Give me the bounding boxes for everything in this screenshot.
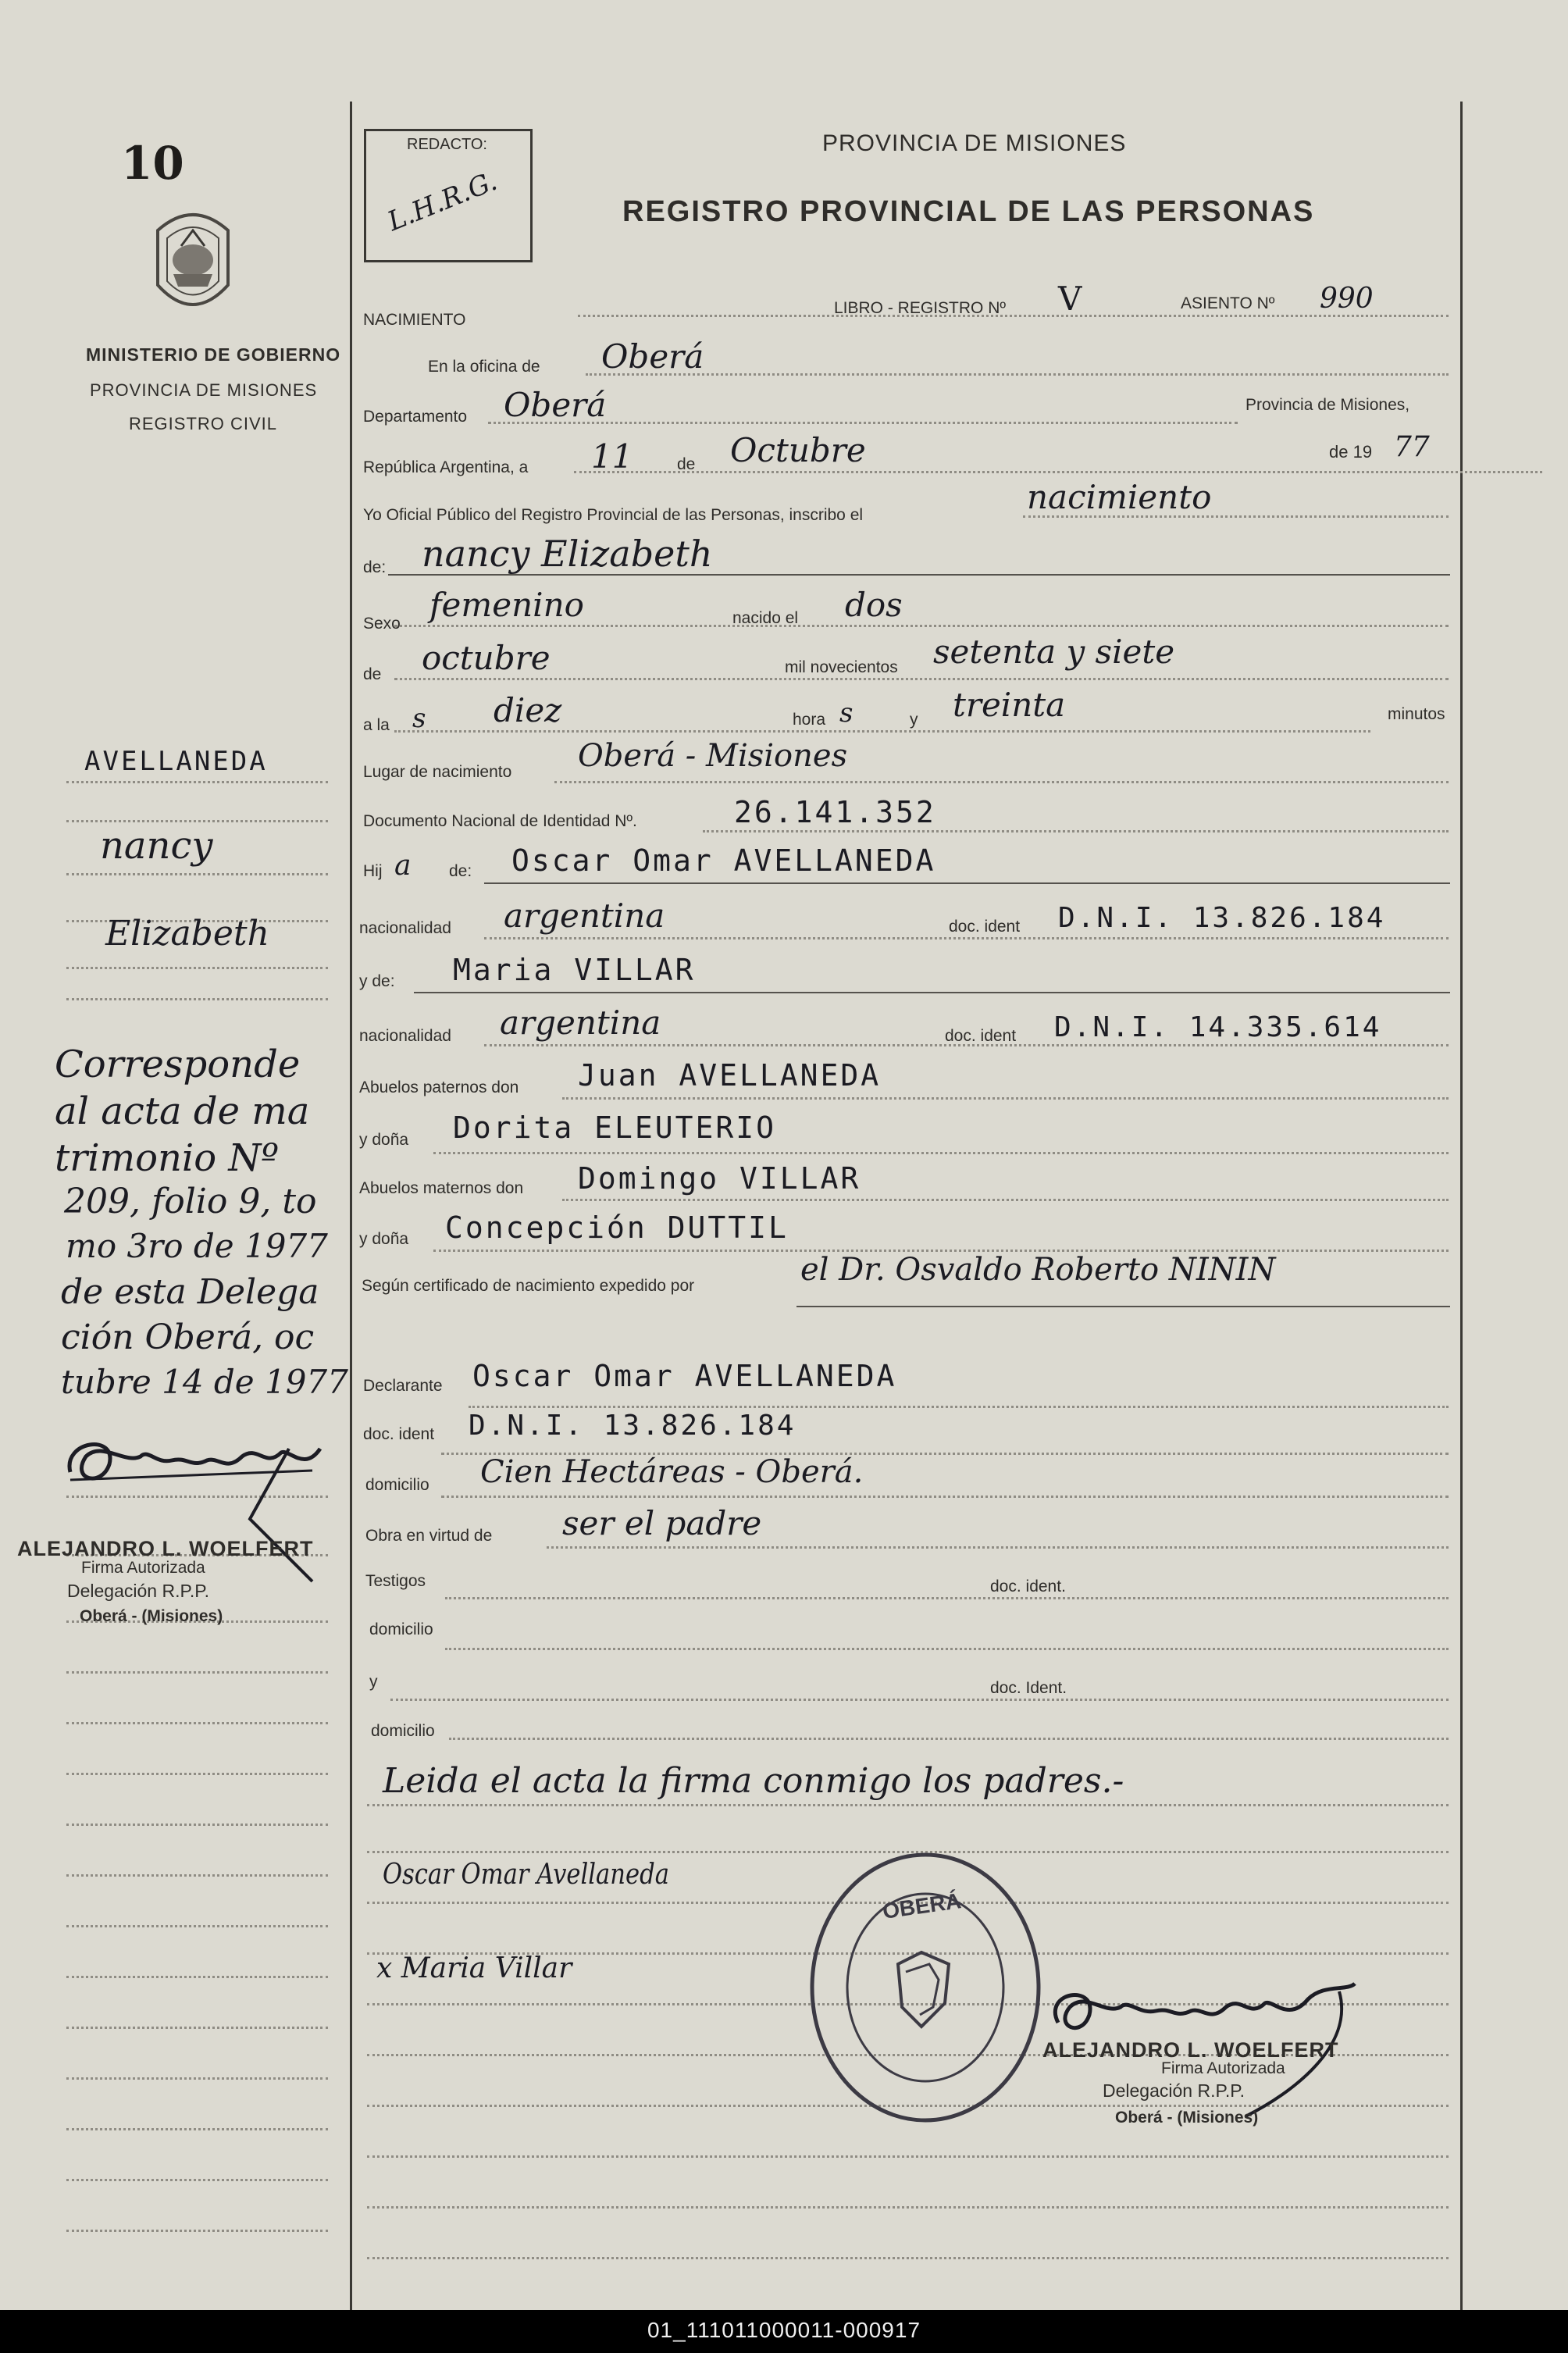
form-line: [703, 830, 1449, 832]
right-stamp-line3: Oberá - (Misiones): [1115, 2109, 1259, 2127]
libro-label: LIBRO - REGISTRO Nº: [834, 299, 1007, 317]
margin-line: [66, 967, 328, 969]
margin-line: [66, 873, 328, 875]
redacto-value: L.H.R.G.: [383, 165, 502, 238]
form-line: [449, 1738, 1449, 1740]
margin-note-line: mo 3ro de 1977: [66, 1227, 328, 1265]
sexo-value: femenino: [429, 586, 584, 624]
hora-handwritten: s: [839, 697, 853, 729]
domicilio-3-label: domicilio: [371, 1722, 435, 1740]
provincia-label: Provincia de Misiones,: [1245, 396, 1410, 414]
form-line: [469, 1406, 1449, 1408]
domicilio-label: domicilio: [365, 1476, 429, 1494]
declarante-doc-label: doc. ident: [363, 1425, 435, 1443]
footer-bar: [0, 2310, 1568, 2353]
abuelos-maternos-label: Abuelos maternos don: [359, 1179, 524, 1197]
left-column-rule: [350, 102, 352, 2312]
record-type-label: NACIMIENTO: [363, 311, 466, 329]
margin-line: [66, 1773, 328, 1775]
margin-line: [66, 1671, 328, 1674]
form-line: [390, 1699, 1449, 1701]
nacido-label: nacido el: [732, 609, 799, 627]
mother-value: Maria VILLAR: [453, 953, 696, 987]
father-signature: Oscar Omar Avellaneda: [383, 1859, 669, 1891]
y-label: y: [910, 711, 918, 729]
departamento-label: Departamento: [363, 408, 468, 426]
page-number: 10: [121, 137, 184, 190]
hij-handwritten: a: [394, 850, 412, 882]
dni-value: 26.141.352: [734, 795, 936, 829]
asiento-label: ASIENTO Nº: [1181, 294, 1275, 312]
form-line: [394, 678, 1449, 680]
y2-label: y: [369, 1673, 378, 1691]
form-line: [562, 1199, 1449, 1201]
minutos-label: minutos: [1388, 705, 1445, 723]
abuelos-paternos-value: Juan AVELLANEDA: [578, 1058, 882, 1093]
ministry-label: MINISTERIO DE GOBIERNO: [86, 344, 341, 365]
obra-label: Obra en virtud de: [365, 1527, 493, 1545]
asiento-value: 990: [1320, 283, 1374, 315]
departamento-value: Oberá: [504, 386, 607, 424]
form-line: [441, 1496, 1449, 1498]
margin-note-line: 209, folio 9, to: [64, 1182, 317, 1221]
right-column-rule: [1460, 102, 1463, 2312]
margin-line: [66, 2128, 328, 2130]
testigos-label: Testigos: [365, 1572, 426, 1590]
margin-line: [66, 1824, 328, 1826]
left-stamp-line2: Delegación R.P.P.: [67, 1581, 210, 1601]
margin-line: [66, 2230, 328, 2232]
sexo-label: Sexo: [363, 615, 401, 633]
day-value: 11: [591, 437, 633, 476]
header-province: PROVINCIA DE MISIONES: [822, 130, 1127, 156]
hij-label: Hij: [363, 862, 383, 880]
form-line: [394, 625, 1449, 627]
oficina-value: Oberá: [601, 337, 704, 376]
dni-label: Documento Nacional de Identidad Nº.: [363, 812, 637, 830]
form-line: [445, 1648, 1449, 1650]
y2-doc-label: doc. Ident.: [990, 1679, 1067, 1697]
oficina-label: En la oficina de: [428, 358, 540, 376]
right-stamp-name: ALEJANDRO L. WOELFERT: [1042, 2038, 1339, 2062]
de2-label: de: [363, 665, 382, 683]
alas-handwritten: s: [412, 703, 426, 734]
margin-name-1: nancy: [100, 824, 213, 868]
oficial-label: Yo Oficial Público del Registro Provincial de las Personas, inscribo el: [363, 506, 864, 524]
province-label: PROVINCIA DE MISIONES: [90, 380, 318, 400]
form-line: [367, 2206, 1449, 2209]
margin-note-line: trimonio Nº: [55, 1136, 279, 1180]
margin-line: [66, 1874, 328, 1877]
form-line: [367, 2257, 1449, 2259]
right-stamp-line2: Delegación R.P.P.: [1103, 2080, 1245, 2101]
abuela-paterna-label: y doña: [359, 1131, 409, 1149]
abuela-paterna-value: Dorita ELEUTERIO: [453, 1111, 777, 1145]
form-line: [484, 937, 1449, 939]
lugar-label: Lugar de nacimiento: [363, 763, 512, 781]
nacionalidad-2-value: argentina: [500, 1004, 661, 1042]
margin-name-2: Elizabeth: [105, 914, 269, 954]
provincial-crest-icon: [150, 199, 236, 324]
obra-value: ser el padre: [562, 1504, 762, 1542]
libro-value: V: [1058, 280, 1082, 318]
form-line: [433, 1152, 1449, 1154]
margin-surname: AVELLANEDA: [84, 746, 268, 777]
form-line: [367, 1804, 1449, 1806]
redacto-label: REDACTO:: [407, 136, 487, 153]
mil-value: setenta y siete: [933, 633, 1175, 671]
redacto-box: [364, 129, 533, 262]
declarante-label: Declarante: [363, 1377, 443, 1395]
docid-1-label: doc. ident: [949, 918, 1021, 936]
hora-value: diez: [494, 691, 562, 729]
margin-note: [55, 1043, 348, 1408]
margin-line: [66, 998, 328, 1000]
margin-line: [66, 781, 328, 783]
margin-line: [66, 2077, 328, 2080]
mil-label: mil novecientos: [785, 658, 898, 676]
year-value: 77: [1394, 431, 1430, 463]
form-line: [414, 992, 1450, 993]
form-line: [547, 1546, 1449, 1549]
abuelos-paternos-label: Abuelos paternos don: [359, 1078, 519, 1096]
month2-value: octubre: [422, 639, 551, 677]
nacionalidad-1-label: nacionalidad: [359, 919, 451, 937]
abuela-materna-label: y doña: [359, 1230, 409, 1248]
form-line: [394, 730, 1370, 733]
hora-label: hora: [793, 711, 826, 729]
docid-2-value: D.N.I. 14.335.614: [1054, 1011, 1382, 1043]
form-line: [562, 1097, 1449, 1100]
inscribo-value: nacimiento: [1027, 478, 1212, 516]
closing-text: Leida el acta la firma conmigo los padres.-: [383, 1761, 1124, 1801]
name-value: nancy Elizabeth: [422, 533, 713, 575]
form-line: [578, 315, 1449, 317]
form-line: [574, 471, 1542, 473]
round-seal-icon: [804, 1847, 1046, 2128]
margin-line: [66, 2027, 328, 2029]
domicilio-value: Cien Hectáreas - Oberá.: [480, 1454, 864, 1490]
right-stamp-line1: Firma Autorizada: [1161, 2059, 1285, 2077]
left-stamp-name: ALEJANDRO L. WOELFERT: [17, 1537, 314, 1560]
round-seal-center-text: OBERÁ: [881, 1888, 963, 1923]
margin-line: [66, 1976, 328, 1978]
year-label: de 19: [1329, 442, 1373, 462]
form-line: [554, 781, 1449, 783]
margin-note-line: de esta Delega: [61, 1272, 319, 1312]
form-line: [586, 373, 1449, 376]
nacionalidad-1-value: argentina: [504, 897, 665, 935]
lugar-value: Oberá - Misiones: [578, 738, 848, 774]
registry-label: REGISTRO CIVIL: [129, 414, 278, 433]
margin-line: [66, 2179, 328, 2181]
form-line: [484, 882, 1450, 884]
de-name-label: de:: [363, 558, 387, 576]
de-label: de: [677, 455, 696, 473]
margin-note-line: tubre 14 de 1977: [61, 1363, 348, 1401]
docid-2-label: doc. ident: [945, 1027, 1017, 1045]
domicilio-2-label: domicilio: [369, 1620, 433, 1638]
hij-de-label: de:: [449, 862, 472, 880]
testigos-doc-label: doc. ident.: [990, 1578, 1066, 1595]
mother-signature: x Maria Villar: [376, 1952, 572, 1984]
nacionalidad-2-label: nacionalidad: [359, 1027, 451, 1045]
form-line: [796, 1306, 1450, 1307]
nacido-value: dos: [845, 586, 903, 624]
margin-note-line: ción Oberá, oc: [61, 1317, 315, 1357]
certificado-label: Según certificado de nacimiento expedido por: [362, 1277, 695, 1295]
abuelos-maternos-value: Domingo VILLAR: [578, 1161, 861, 1196]
form-line: [367, 2155, 1449, 2158]
margin-line: [66, 1722, 328, 1724]
father-value: Oscar Omar AVELLANEDA: [511, 843, 936, 878]
yde-label: y de:: [359, 972, 395, 990]
footer-id: 01_111011000011-000917: [647, 2318, 921, 2342]
left-stamp-line1: Firma Autorizada: [81, 1559, 205, 1577]
declarante-doc-value: D.N.I. 13.826.184: [469, 1410, 796, 1442]
margin-note-line: al acta de ma: [55, 1089, 310, 1133]
docid-1-value: D.N.I. 13.826.184: [1058, 902, 1386, 934]
left-stamp-line3: Oberá - (Misiones): [80, 1607, 223, 1625]
form-line: [445, 1597, 1449, 1599]
margin-note-line: Corresponde: [55, 1043, 301, 1086]
month-value: Octubre: [730, 431, 866, 469]
header-title: REGISTRO PROVINCIAL DE LAS PERSONAS: [622, 195, 1315, 228]
declarante-value: Oscar Omar AVELLANEDA: [472, 1359, 897, 1393]
abuela-materna-value: Concepción DUTTIL: [445, 1210, 789, 1245]
alas-label: a la: [363, 716, 390, 734]
margin-line: [66, 820, 328, 822]
certificado-value: el Dr. Osvaldo Roberto NININ: [800, 1252, 1276, 1288]
min-value: treinta: [953, 686, 1066, 724]
margin-line: [66, 1925, 328, 1927]
republica-label: República Argentina, a: [363, 458, 529, 476]
